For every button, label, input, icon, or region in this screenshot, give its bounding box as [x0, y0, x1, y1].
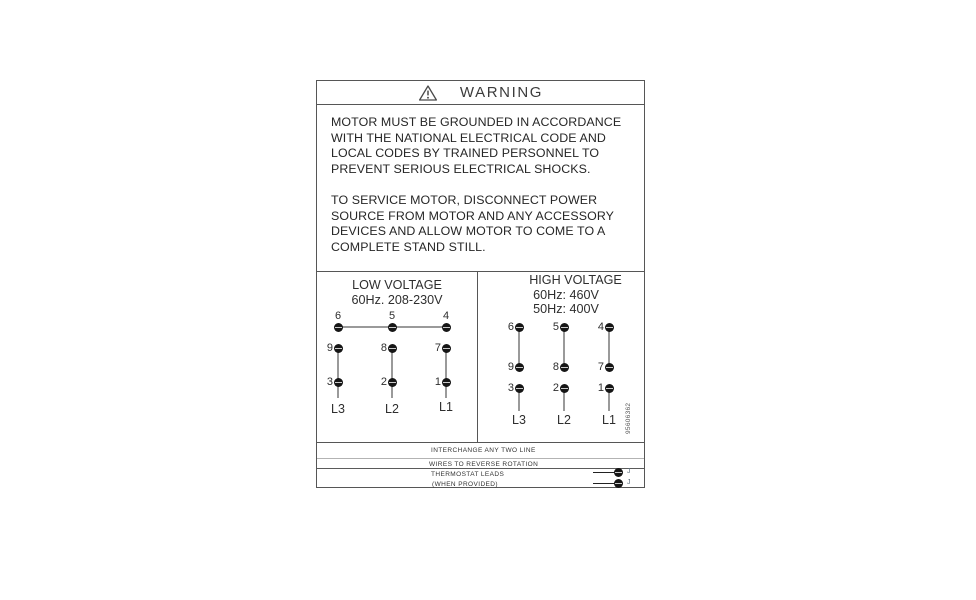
terminal-dot-8-low: [388, 344, 397, 353]
high-voltage-subtitle-50hz: 50Hz: 400V: [533, 302, 599, 316]
terminal-dot-4-low: [442, 323, 451, 332]
thermostat-lead-label: J: [627, 479, 631, 486]
terminal-dot-9-high: [515, 363, 524, 372]
low-voltage-heading: [317, 278, 477, 307]
terminal-label: 4: [442, 310, 450, 322]
line-lead-label-l3: L3: [512, 413, 526, 427]
thermostat-lead-dot: [614, 479, 623, 488]
connector-line-7-1: [445, 348, 447, 398]
line-lead-label-l2: L2: [557, 413, 571, 427]
terminal-label: 9: [507, 361, 514, 373]
thermostat-lead-dot: [614, 468, 623, 477]
warning-line: SOURCE FROM MOTOR AND ANY ACCESSORY: [331, 208, 615, 223]
section-divider-vertical: [477, 272, 478, 442]
note-thermostat-line2: (WHEN PROVIDED): [432, 480, 498, 488]
terminal-dot-7-low: [442, 344, 451, 353]
connector-line-8-2: [391, 348, 393, 398]
connector-line-6-9: [518, 327, 520, 367]
terminal-label: 7: [597, 361, 604, 373]
terminal-dot-5-low: [388, 323, 397, 332]
line-lead-label-l3: L3: [331, 402, 345, 416]
terminal-label: 5: [388, 310, 396, 322]
terminal-label: 1: [434, 376, 441, 388]
terminal-label: 7: [434, 342, 441, 354]
low-voltage-subtitle: 60Hz. 208-230V: [351, 292, 443, 307]
warning-line: TO SERVICE MOTOR, DISCONNECT POWER: [331, 193, 598, 207]
terminal-label: 9: [326, 342, 333, 354]
connector-line-9-3: [337, 348, 339, 398]
terminal-label: 2: [380, 376, 387, 388]
high-voltage-heading: [493, 273, 658, 317]
terminal-dot-1-low: [442, 378, 451, 387]
thermostat-lead-label: J: [627, 468, 631, 475]
terminal-dot-5-high: [560, 323, 569, 332]
terminal-dot-3-high: [515, 384, 524, 393]
terminal-label: 2: [552, 382, 559, 394]
warning-line: COMPLETE STAND STILL.: [331, 239, 486, 254]
connector-line-5-8: [563, 327, 565, 367]
warning-paragraph-grounding: [331, 115, 636, 177]
low-voltage-title: LOW VOLTAGE: [352, 278, 442, 292]
notes-section: [317, 442, 644, 487]
warning-title: WARNING: [459, 84, 544, 101]
terminal-label: 6: [507, 321, 514, 333]
warning-line: PREVENT SERIOUS ELECTRICAL SHOCKS.: [331, 161, 591, 176]
terminal-dot-6-high: [515, 323, 524, 332]
terminal-label: 1: [597, 382, 604, 394]
note-interchange-line2: WIRES TO REVERSE ROTATION: [429, 460, 539, 468]
terminal-dot-2-high: [560, 384, 569, 393]
note-thermostat-line1: THERMOSTAT LEADS: [431, 471, 505, 478]
line-lead-label-l1: L1: [439, 400, 453, 414]
warning-line: LOCAL CODES BY TRAINED PERSONNEL TO: [331, 146, 600, 160]
line-lead-label-l2: L2: [385, 402, 399, 416]
line-lead-label-l1: L1: [602, 413, 616, 427]
terminal-dot-2-low: [388, 378, 397, 387]
terminal-dot-6-low: [334, 323, 343, 332]
note-interchange-line1: INTERCHANGE ANY TWO LINE: [431, 447, 536, 454]
warning-line: MOTOR MUST BE GROUNDED IN ACCORDANCE: [331, 115, 622, 129]
terminal-dot-9-low: [334, 344, 343, 353]
terminal-label: 8: [552, 361, 559, 373]
wiring-diagrams-section: [317, 271, 644, 442]
terminal-dot-4-high: [605, 323, 614, 332]
terminal-label: 5: [552, 321, 559, 333]
terminal-dot-1-high: [605, 384, 614, 393]
motor-warning-label: [316, 80, 645, 488]
terminal-dot-8-high: [560, 363, 569, 372]
part-number-vertical: 95606362: [625, 402, 632, 434]
warning-line: WITH THE NATIONAL ELECTRICAL CODE AND: [331, 130, 606, 145]
terminal-dot-3-low: [334, 378, 343, 387]
connector-line-4-7: [608, 327, 610, 367]
high-voltage-subtitle-60hz: 60Hz: 460V: [533, 287, 599, 302]
warning-text-block: [331, 115, 636, 271]
warning-line: DEVICES AND ALLOW MOTOR TO COME TO A: [331, 224, 606, 238]
terminal-dot-7-high: [605, 363, 614, 372]
warning-triangle-icon: [418, 84, 438, 102]
terminal-label: 4: [597, 321, 604, 333]
terminal-label: 6: [334, 310, 342, 322]
terminal-label: 8: [380, 342, 387, 354]
warning-paragraph-service: [331, 193, 636, 255]
high-voltage-title: HIGH VOLTAGE: [529, 273, 622, 287]
terminal-label: 3: [507, 382, 514, 394]
terminal-label: 3: [326, 376, 333, 388]
warning-header: [317, 81, 644, 105]
